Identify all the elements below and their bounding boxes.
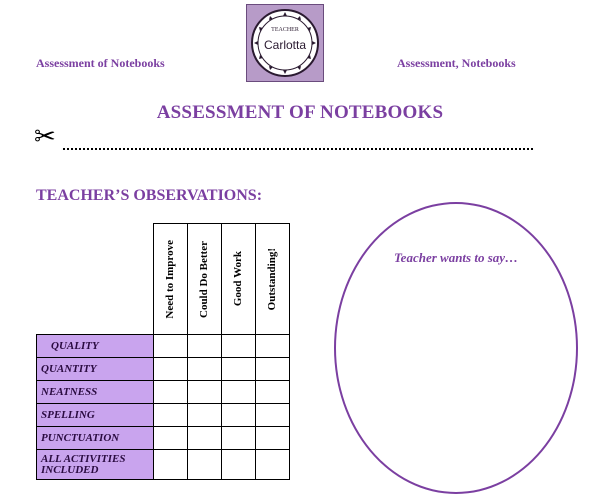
column-header: Outstanding! [255, 224, 289, 335]
row-label: SPELLING [37, 404, 154, 427]
column-header: Good Work [221, 224, 255, 335]
rating-cell[interactable] [255, 404, 289, 427]
row-label: PUNCTUATION [37, 427, 154, 450]
column-header: Could Do Better [187, 224, 221, 335]
rating-cell[interactable] [255, 358, 289, 381]
rating-cell[interactable] [187, 381, 221, 404]
row-label: QUANTITY [37, 358, 154, 381]
scissors-icon: ✂ [34, 122, 56, 152]
rating-cell[interactable] [187, 335, 221, 358]
row-label: QUALITY [37, 335, 154, 358]
rating-cell[interactable] [187, 427, 221, 450]
teacher-comment-box[interactable] [334, 202, 578, 494]
logo-top-text: TEACHER [271, 27, 299, 33]
cut-line [63, 148, 533, 150]
observation-table [36, 223, 290, 480]
row-label: ALL ACTIVITIES INCLUDED [37, 450, 154, 480]
table-row [37, 450, 290, 480]
column-header: Need to Improve [153, 224, 187, 335]
rating-cell[interactable] [255, 335, 289, 358]
rating-cell[interactable] [221, 381, 255, 404]
rating-cell[interactable] [221, 427, 255, 450]
rating-cell[interactable] [153, 450, 187, 480]
header-left-label: Assessment of Notebooks [36, 56, 165, 70]
rating-cell[interactable] [221, 404, 255, 427]
logo-name: Carlotta [263, 38, 307, 52]
rating-cell[interactable] [221, 335, 255, 358]
header-right-label: Assessment, Notebooks [397, 56, 516, 70]
table-row [37, 427, 290, 450]
comment-prompt: Teacher wants to say… [393, 250, 519, 265]
rating-cell[interactable] [187, 450, 221, 480]
rating-cell[interactable] [221, 358, 255, 381]
section-title: TEACHER’S OBSERVATIONS: [36, 187, 263, 204]
rating-cell[interactable] [187, 404, 221, 427]
row-label: NEATNESS [37, 381, 154, 404]
logo-graphic [247, 5, 323, 81]
rating-cell[interactable] [153, 335, 187, 358]
table-corner [37, 224, 154, 335]
rating-cell[interactable] [255, 381, 289, 404]
teacher-logo [246, 4, 324, 82]
table-row [37, 358, 290, 381]
rating-cell[interactable] [221, 450, 255, 480]
table-row [37, 404, 290, 427]
table-row [37, 381, 290, 404]
page-title: ASSESSMENT OF NOTEBOOKS [156, 102, 444, 123]
rating-cell[interactable] [153, 427, 187, 450]
rating-cell[interactable] [153, 404, 187, 427]
rating-cell[interactable] [255, 450, 289, 480]
table-row [37, 335, 290, 358]
rating-cell[interactable] [187, 358, 221, 381]
rating-cell[interactable] [153, 358, 187, 381]
table-header-row [37, 224, 290, 335]
rating-cell[interactable] [255, 427, 289, 450]
rating-cell[interactable] [153, 381, 187, 404]
